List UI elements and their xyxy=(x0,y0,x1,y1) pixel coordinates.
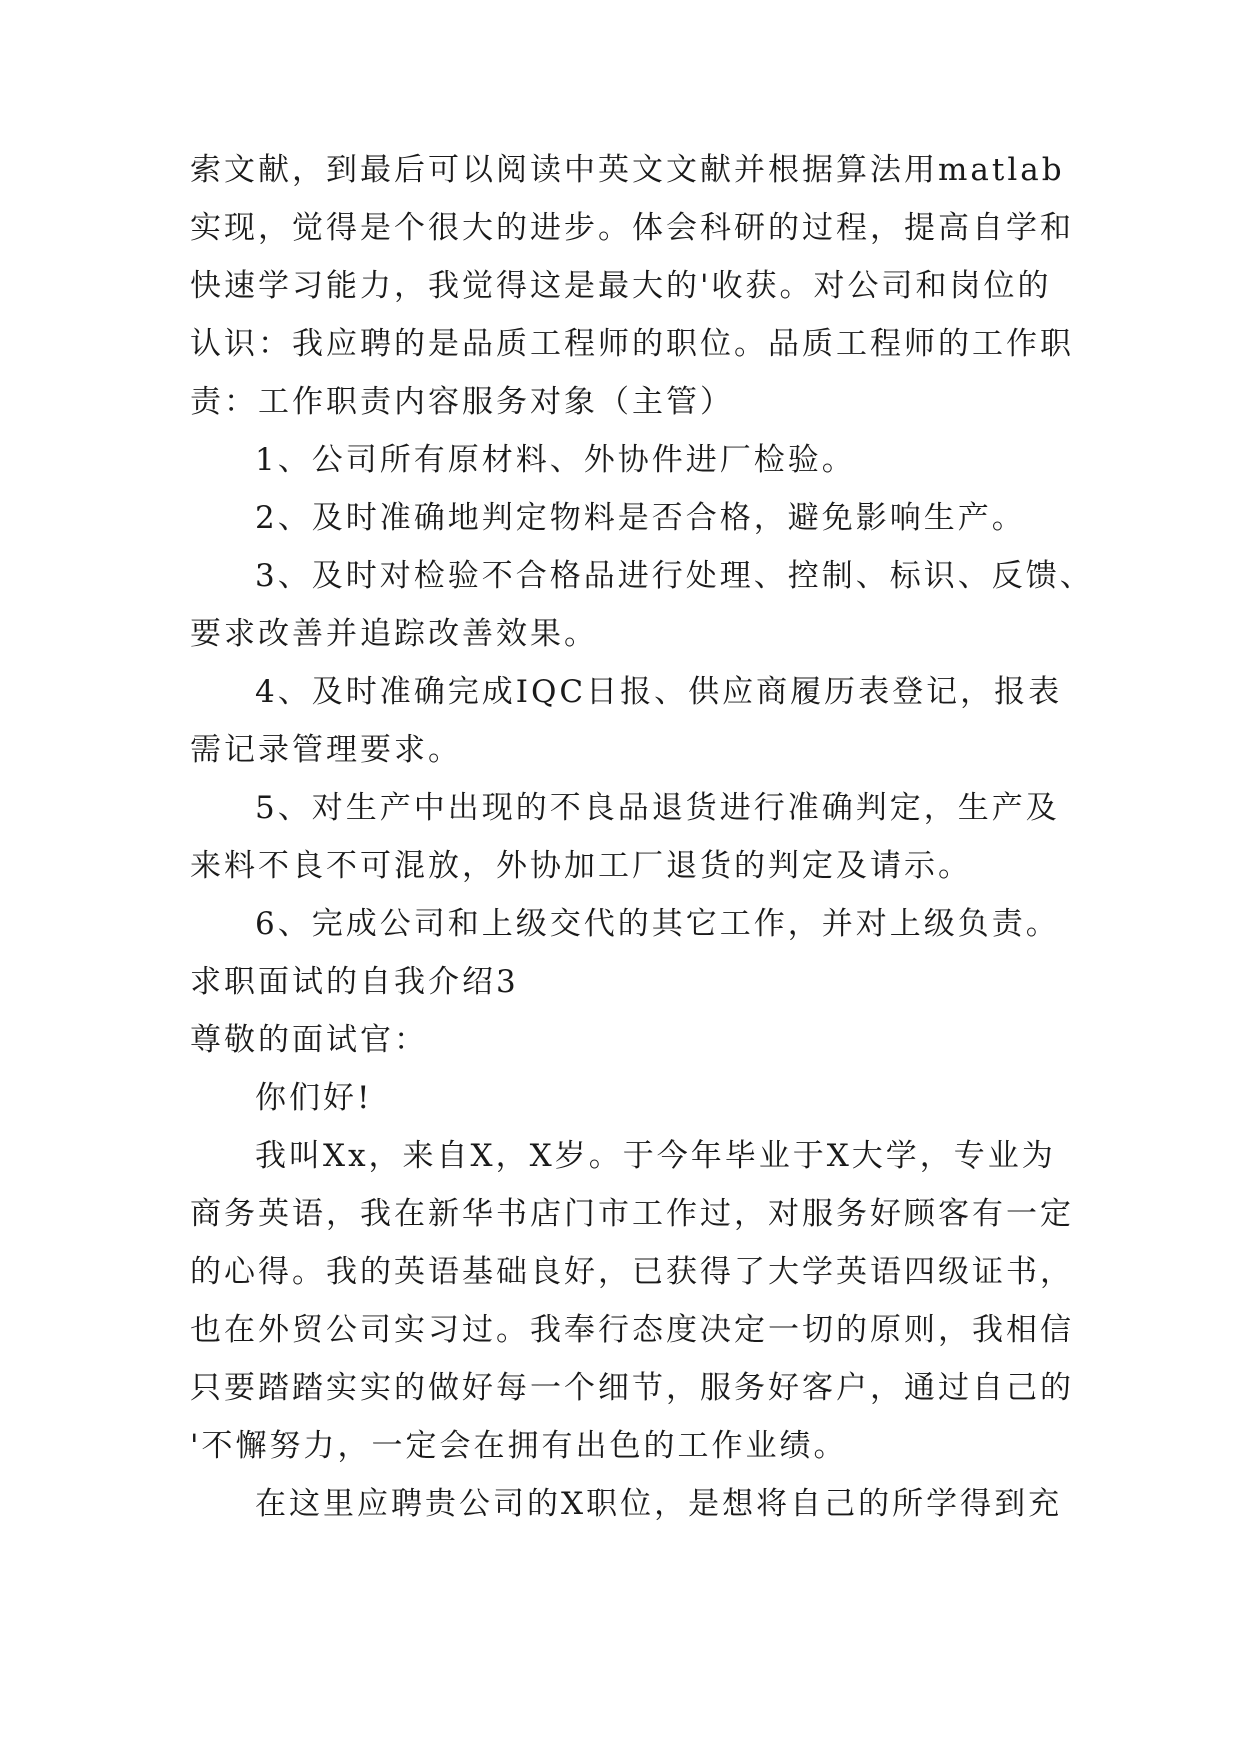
list-item: 4、及时准确完成IQC日报、供应商履历表登记，报表 xyxy=(255,674,1063,710)
list-item: 6、完成公司和上级交代的其它工作，并对上级负责。 xyxy=(255,906,1060,942)
paragraph-line: 我叫Xx，来自X，X岁。于今年毕业于X大学，专业为 xyxy=(255,1138,1056,1174)
paragraph-line: 快速学习能力，我觉得这是最大的'收获。对公司和岗位的 xyxy=(190,268,1052,304)
list-item: 2、及时准确地判定物料是否合格，避免影响生产。 xyxy=(255,500,1026,536)
paragraph-line: 索文献，到最后可以阅读中英文文献并根据算法用matlab xyxy=(190,152,1065,188)
paragraph-line: 实现，觉得是个很大的进步。体会科研的过程，提高自学和 xyxy=(190,210,1074,246)
paragraph-line: 也在外贸公司实习过。我奉行态度决定一切的原则，我相信 xyxy=(190,1312,1074,1348)
list-item-continuation: 需记录管理要求。 xyxy=(190,732,462,768)
section-title: 求职面试的自我介绍3 xyxy=(190,964,519,1000)
list-item-continuation: 来料不良不可混放，外协加工厂退货的判定及请示。 xyxy=(190,848,972,884)
paragraph-line: 在这里应聘贵公司的X职位，是想将自己的所学得到充 xyxy=(255,1486,1063,1522)
list-item: 5、对生产中出现的不良品退货进行准确判定，生产及 xyxy=(255,790,1060,826)
list-item: 1、公司所有原材料、外协件进厂检验。 xyxy=(255,442,856,478)
list-item-continuation: 要求改善并追踪改善效果。 xyxy=(190,616,598,652)
paragraph-line: '不懈努力，一定会在拥有出色的工作业绩。 xyxy=(190,1428,848,1464)
paragraph-line: 的心得。我的英语基础良好，已获得了大学英语四级证书， xyxy=(190,1254,1074,1290)
salutation: 尊敬的面试官： xyxy=(190,1022,428,1058)
paragraph-line: 商务英语，我在新华书店门市工作过，对服务好顾客有一定 xyxy=(190,1196,1074,1232)
paragraph-line: 只要踏踏实实的做好每一个细节，服务好客户，通过自己的 xyxy=(190,1370,1074,1406)
paragraph-line: 责：工作职责内容服务对象（主管） xyxy=(190,384,734,420)
paragraph-line: 认识：我应聘的是品质工程师的职位。品质工程师的工作职 xyxy=(190,326,1074,362)
list-item: 3、及时对检验不合格品进行处理、控制、标识、反馈、 xyxy=(255,558,1094,594)
greeting: 你们好! xyxy=(255,1080,373,1116)
